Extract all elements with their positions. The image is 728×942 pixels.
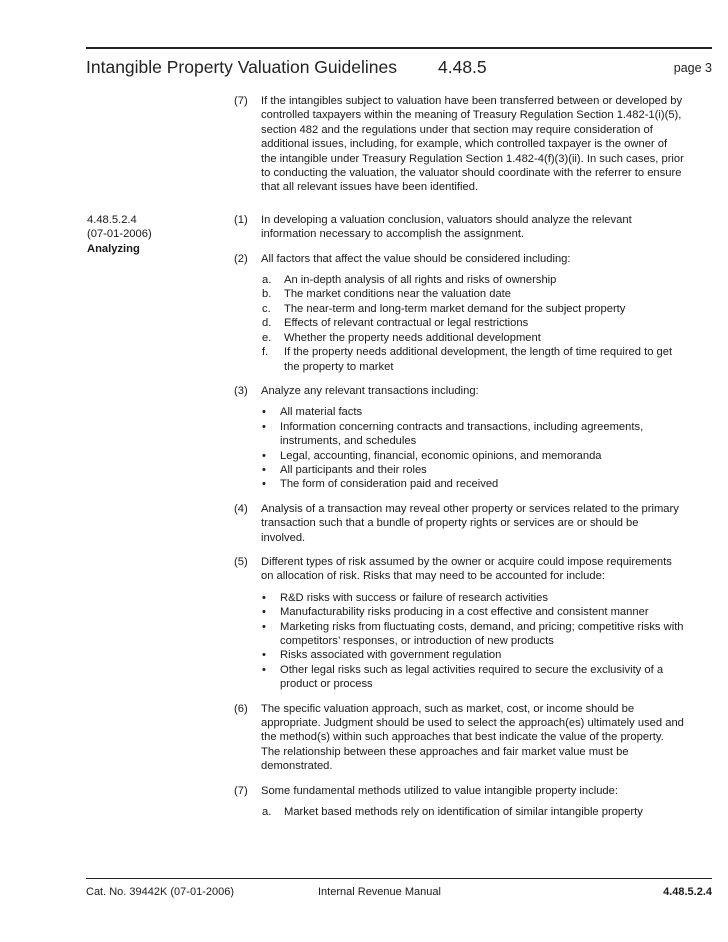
page-content: [0, 94, 728, 829]
manual-name: Internal Revenue Manual: [318, 886, 441, 898]
list-item-text: Effects of relevant contractual or legal restrictions: [284, 317, 529, 330]
paragraph-text: Analysis of a transaction may reveal other property or services related to the primary transaction such that a bundle of property rights or services are or should be involved.: [261, 502, 679, 544]
sidebar-section-date: (07-01-2006): [87, 228, 152, 241]
list-item-text: Marketing risks from fluctuating costs, demand, and pricing; competitive risks with competitors’ responses, or introduction of new products: [280, 620, 684, 647]
list-item-label: d.: [262, 317, 272, 330]
list-item-label: b.: [262, 288, 272, 301]
paragraph-number: (5): [234, 555, 248, 568]
list-item: [260, 805, 690, 819]
paragraph-7: [234, 784, 684, 798]
paragraph-6: [234, 702, 684, 774]
bullet-icon: •: [262, 591, 266, 604]
list-item-text: Manufacturability risks producing in a cost effective and consistent manner: [280, 606, 649, 619]
paragraph-continued-7: [234, 94, 684, 195]
list-item-label: a.: [262, 274, 272, 287]
list-item-label: e.: [262, 331, 272, 344]
list-item: [260, 405, 690, 419]
header-rule: [86, 47, 712, 49]
list-item-label: f.: [262, 346, 269, 359]
paragraph-text: Some fundamental methods utilized to value intangible property include:: [261, 784, 618, 797]
list-item-text: Market based methods rely on identification of similar intangible property: [284, 806, 643, 819]
document-title: Intangible Property Valuation Guidelines: [86, 57, 397, 77]
list-item-label: c.: [262, 302, 271, 315]
paragraph-number: (2): [234, 252, 248, 265]
bullet-icon: •: [262, 620, 266, 633]
list-item: [260, 287, 690, 301]
list-item-text: An in-depth analysis of all rights and risks of ownership: [284, 274, 557, 287]
paragraph-number: (7): [234, 95, 248, 107]
list-item: [260, 591, 690, 605]
bullet-icon: •: [262, 463, 266, 476]
list-item-text: Whether the property needs additional development: [284, 331, 541, 344]
list-item: [260, 605, 690, 619]
list-item: [260, 449, 690, 463]
section-number: 4.48.5: [438, 57, 487, 77]
risks-list: [260, 591, 690, 692]
paragraph-number: (3): [234, 384, 248, 397]
paragraph-text: All factors that affect the value should be considered including:: [261, 252, 571, 265]
list-item-text: Information concerning contracts and transactions, including agreements, instruments, and schedules: [280, 420, 644, 448]
bullet-icon: •: [262, 478, 266, 491]
list-item: [260, 463, 690, 477]
list-item-text: The near-term and long-term market demand for the subject property: [284, 302, 626, 315]
list-item: [260, 316, 690, 330]
paragraph-4: [234, 502, 684, 545]
list-item-text: The form of consideration paid and received: [280, 478, 499, 491]
list-item: [260, 477, 690, 491]
list-item-text: If the property needs additional development, the length of time required to get the property to market: [284, 346, 673, 373]
section-analyzing: [0, 213, 728, 820]
paragraph-number: (7): [234, 784, 248, 797]
list-item-text: All material facts: [280, 406, 363, 419]
list-item-label: a.: [262, 806, 272, 819]
bullet-icon: •: [262, 420, 266, 433]
bullet-icon: •: [262, 406, 266, 419]
section-sidebar: [87, 213, 227, 256]
list-item: [260, 648, 690, 662]
page-header: [86, 57, 712, 81]
bullet-icon: •: [262, 663, 266, 676]
paragraph-text: In developing a valuation conclusion, valuators should analyze the relevant information necessary to accomplish the assignment.: [261, 213, 632, 241]
sidebar-section-heading: Analyzing: [87, 242, 140, 255]
footer-rule: [86, 878, 712, 879]
list-item: [260, 620, 690, 649]
list-item: [260, 663, 690, 692]
list-item: [260, 302, 690, 316]
list-item: [260, 420, 690, 449]
page-number: page 3: [673, 61, 712, 75]
list-item-text: The market conditions near the valuation date: [284, 288, 511, 301]
transactions-list: [260, 405, 690, 491]
paragraph-number: (6): [234, 702, 248, 715]
paragraph-5: [234, 555, 684, 584]
methods-list: [260, 805, 690, 819]
list-item-text: Legal, accounting, financial, economic opinions, and memoranda: [280, 449, 602, 462]
bullet-icon: •: [262, 649, 266, 662]
paragraph-1: [234, 213, 684, 242]
paragraph-3: [234, 384, 684, 398]
catalog-number: Cat. No. 39442K (07-01-2006): [86, 886, 234, 898]
list-item: [260, 345, 690, 374]
list-item-text: R&D risks with success or failure of research activities: [280, 591, 548, 604]
footer-section-number: 4.48.5.2.4: [663, 886, 712, 898]
paragraph-text: Different types of risk assumed by the owner or acquire could impose requirements on allocation of risk. Risks that may need to be accounted for include:: [261, 555, 672, 583]
paragraph-number: (1): [234, 213, 248, 226]
bullet-icon: •: [262, 449, 266, 462]
list-item: [260, 331, 690, 345]
list-item: [260, 273, 690, 287]
paragraph-text: The specific valuation approach, such as market, cost, or income should be appropriate. Judgment should be used to select the approach(es) ultimately used and the method(s) within such approaches that best indicate the value of the property. The relationship between these approaches and fair market value must be demonstrated.: [261, 702, 684, 773]
paragraph-number: (4): [234, 502, 248, 515]
paragraph-text: If the intangibles subject to valuation have been transferred between or developed by controlled taxpayers within the meaning of Treasury Regulation Section 1.482-1(i)(5), section 482 and the regulations under that section may require consideration of additional issues, including, for example, which controlled taxpayer is the owner of the intangible under Treasury Regulation Section 1.482-4(f)(3)(ii). In such cases, prior to conducting the valuation, the valuator should coordinate with the referrer to ensure that all relevant issues have been identified.: [261, 95, 684, 194]
list-item-text: Other legal risks such as legal activities required to secure the exclusivity of a product or process: [280, 663, 664, 691]
list-item-text: All participants and their roles: [280, 463, 427, 476]
page-footer: [86, 886, 712, 900]
bullet-icon: •: [262, 606, 266, 619]
list-item-text: Risks associated with government regulation: [280, 649, 502, 662]
paragraph-text: Analyze any relevant transactions including:: [261, 384, 479, 397]
factors-list: [260, 273, 690, 374]
paragraph-2: [234, 252, 684, 266]
sidebar-section-number: 4.48.5.2.4: [87, 213, 137, 226]
